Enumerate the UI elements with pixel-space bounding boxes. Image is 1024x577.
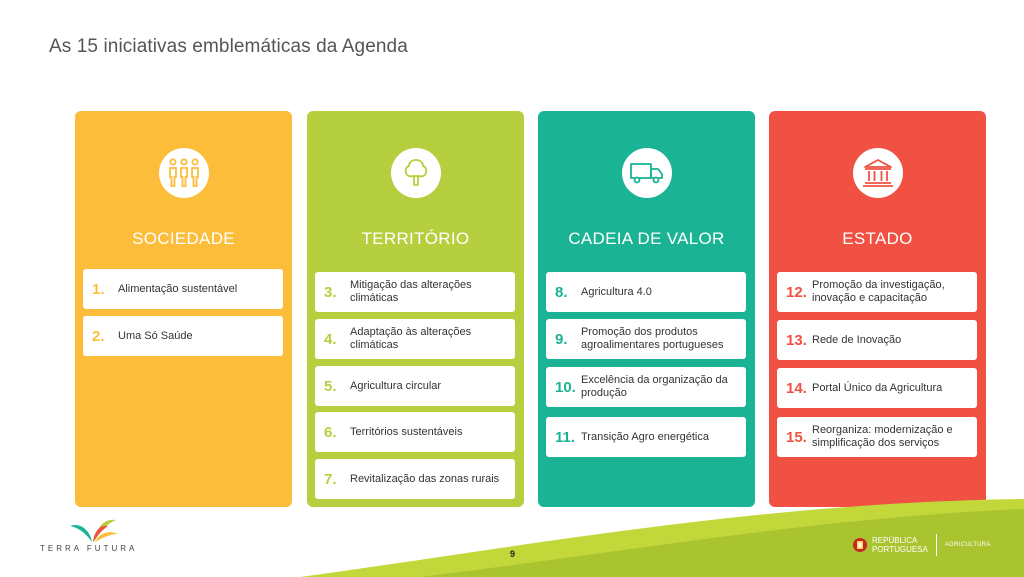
initiative-item: [546, 319, 746, 359]
initiative-label: Uma Só Saúde: [118, 329, 193, 342]
initiative-number: 7.: [324, 470, 337, 488]
initiative-number: 12.: [786, 283, 807, 301]
initiative-label: Agricultura circular: [350, 379, 442, 392]
terra-futura-logo: [40, 512, 160, 562]
initiative-label: Agricultura 4.0: [581, 285, 652, 298]
initiative-number: 3.: [324, 283, 337, 301]
initiative-number: 8.: [555, 283, 568, 301]
initiative-label: Promoção dos produtos agroalimentares portugueses: [581, 326, 724, 351]
initiative-item: [546, 417, 746, 457]
initiative-number: 14.: [786, 379, 807, 397]
column-heading: ESTADO: [842, 229, 913, 248]
initiative-item: [315, 319, 515, 359]
initiative-number: 1.: [92, 280, 105, 298]
column-sociedade: [75, 111, 292, 507]
initiative-label: Adaptação às alterações climáticas: [350, 326, 472, 351]
initiative-label: Mitigação das alterações climáticas: [350, 279, 472, 304]
truck-icon: [622, 148, 672, 198]
initiative-label: Alimentação sustentável: [118, 282, 238, 295]
government-building-icon: [853, 148, 903, 198]
initiative-label: Revitalização das zonas rurais: [350, 472, 500, 485]
initiative-label: Portal Único da Agricultura: [812, 381, 943, 394]
initiative-label: Excelência da organização da produção: [581, 374, 728, 399]
column-estado: [769, 111, 986, 507]
initiative-number: 2.: [92, 327, 105, 345]
initiative-label: Transição Agro energética: [581, 430, 709, 443]
initiative-label: Rede de Inovação: [812, 333, 902, 346]
initiative-item: [777, 272, 977, 312]
initiative-number: 6.: [324, 423, 337, 441]
logo-line-1: REPÚBLICA: [872, 536, 918, 545]
initiative-number: 4.: [324, 330, 337, 348]
initiative-number: 10.: [555, 378, 576, 396]
tree-icon: [391, 148, 441, 198]
initiative-number: 15.: [786, 428, 807, 446]
initiative-item: [83, 269, 283, 309]
page-number: 9: [510, 549, 516, 559]
initiative-number: 13.: [786, 331, 807, 349]
initiative-item: [83, 316, 283, 356]
initiative-item: [777, 368, 977, 408]
slide-title: As 15 iniciativas emblemáticas da Agenda: [49, 36, 408, 57]
terra-futura-text: TERRA FUTURA: [40, 544, 138, 553]
initiative-item: [315, 412, 515, 452]
initiative-label: Territórios sustentáveis: [350, 425, 463, 438]
logo-divider: [936, 534, 937, 556]
column-heading: CADEIA DE VALOR: [568, 229, 725, 248]
initiative-number: 5.: [324, 377, 337, 395]
initiative-number: 11.: [555, 428, 576, 446]
column-heading: SOCIEDADE: [132, 229, 235, 248]
people-icon: [159, 148, 209, 198]
initiative-item: [546, 272, 746, 312]
column-cadeia-de-valor: [538, 111, 755, 507]
initiative-label: Reorganiza: modernização e simplificação dos serviços: [812, 424, 953, 449]
initiative-item: [777, 417, 977, 457]
initiative-item: [315, 272, 515, 312]
initiative-item: [315, 366, 515, 406]
initiative-item: [777, 320, 977, 360]
column-territorio: [307, 111, 524, 507]
initiative-label: Promoção da investigação, inovação e capacitação: [812, 279, 945, 304]
initiative-item: [546, 367, 746, 407]
initiative-number: 9.: [555, 330, 568, 348]
logo-line-2: PORTUGUESA: [872, 545, 928, 554]
republica-portuguesa-logo: [852, 530, 992, 560]
coat-of-arms-icon: [852, 536, 868, 554]
logo-department: AGRICULTURA: [944, 542, 991, 548]
column-heading: TERRITÓRIO: [361, 229, 470, 248]
